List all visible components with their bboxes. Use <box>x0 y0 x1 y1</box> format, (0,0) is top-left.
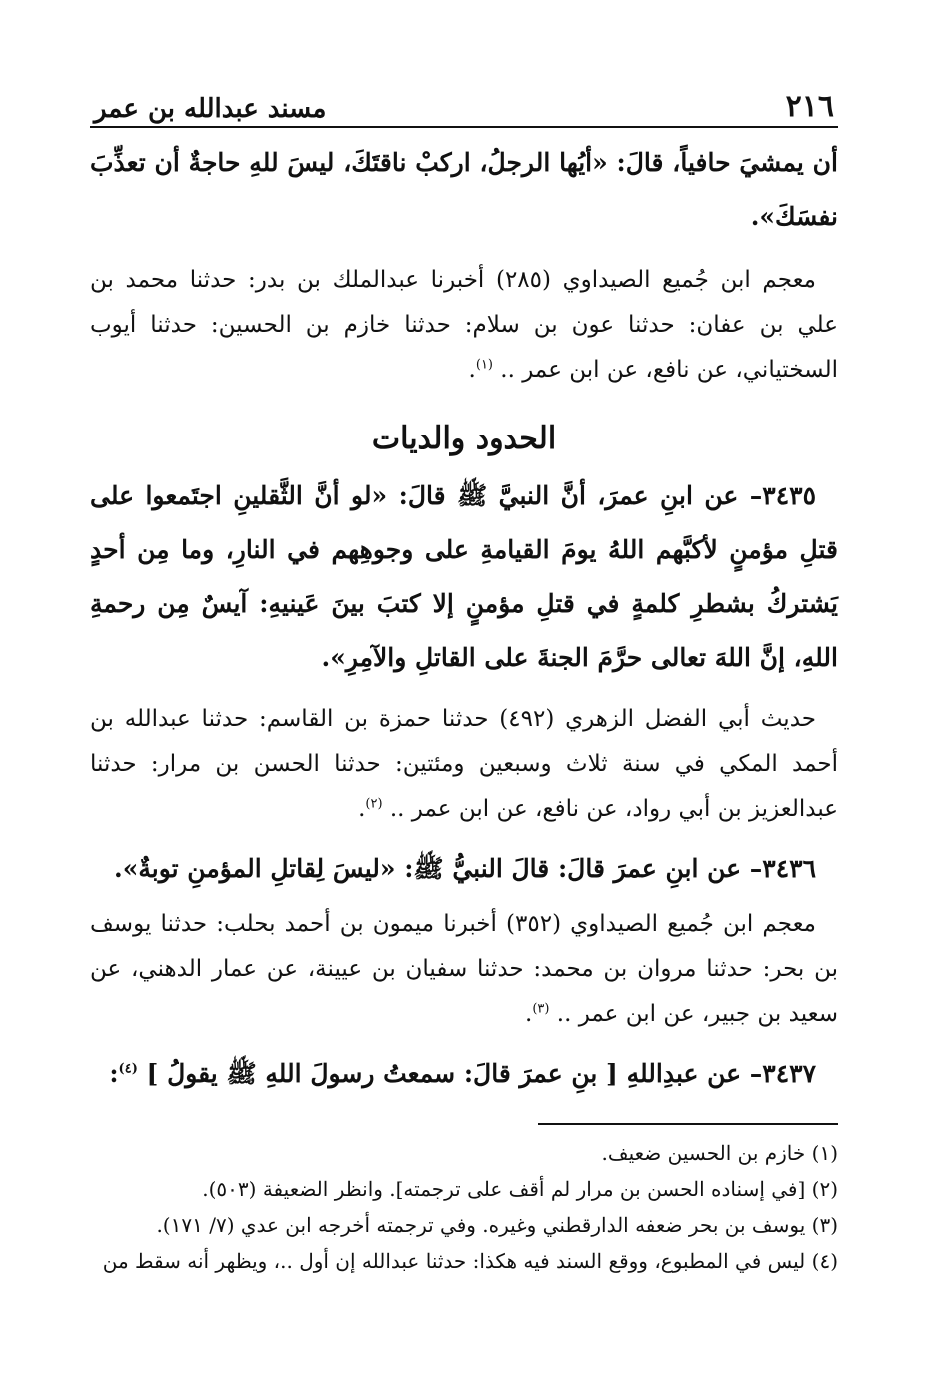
page-number: ٢١٦ <box>785 89 834 124</box>
source-note-492 <box>90 697 838 832</box>
footnote-3: (٣) يوسف بن بحر ضعفه الدارقطني وغيره. وفي ترجمته أخرجه ابن عدي (٧/ ١٧١). <box>156 1213 838 1237</box>
footnote-4: (٤) ليس في المطبوع، ووقع السند فيه هكذا: حدثنا عبدالله إن أول ..، ويظهر أنه سقط من <box>102 1249 838 1273</box>
book-page <box>90 78 838 1279</box>
footnotes <box>90 1135 838 1279</box>
footnote-2: (٢) [في إسناده الحسن بن مرار لم أقف على ترجمته]. وانظر الضعيفة (٥٠٣). <box>202 1177 838 1201</box>
running-title: مسند عبدالله بن عمر <box>94 94 327 124</box>
footnote-ref-3[interactable]: (٣) <box>532 1001 550 1017</box>
hadith-text: – عن عبدِاللهِ [ بنِ عمرَ قالَ: سمعتُ رسولَ اللهِ ﷺ يقولُ ] <box>137 1059 763 1088</box>
source-note-285 <box>90 258 838 393</box>
period: . <box>468 357 476 383</box>
source-text: معجم ابن جُميع الصيداوي (٣٥٢) أخبرنا ميمون بن أحمد بحلب: حدثنا يوسف بن بحر: حدثنا مروان بن محمد: حدثنا سفيان بن عيينة، عن عمار الدهني، عن سعيد بن جبير، عن ابن عمر .. <box>90 911 838 1027</box>
source-text: حديث أبي الفضل الزهري (٤٩٢) حدثنا حمزة بن القاسم: حدثنا عبدالله بن أحمد المكي في سنة ثلاث وسبعين ومئتين: حدثنا الحسن بن مرار: حدثنا عبدالعزيز بن أبي رواد، عن نافع، عن ابن عمر .. <box>90 706 838 822</box>
hadith-text: أن يمشيَ حافياً، قالَ: «أيُها الرجلُ، اركبْ ناقتَكَ، ليسَ للهِ حاجةٌ أن تعذِّبَ نفسَكَ». <box>90 148 838 231</box>
footnote-ref-4[interactable]: (٤) <box>118 1061 138 1077</box>
footnote-ref-2[interactable]: (٢) <box>365 796 383 812</box>
hadith-text: – عن ابنِ عمرَ، أنَّ النبيَّ ﷺ قالَ: «لو أنَّ الثَّقلينِ اجتَمعوا على قتلِ مؤمنٍ لأكبَّهم اللهُ يومَ القيامةِ على وجوهِهم في النارِ، وما مِن أحدٍ يَشتركُ بشطرِ كلمةٍ في قتلِ مؤمنٍ إلا كتبَ بينَ عَينيهِ: آيسٌ مِن رحمةِ اللهِ، إنَّ اللهَ تعالى حرَّمَ الجنةَ على القاتلِ والآمِرِ». <box>90 481 838 672</box>
hadith-continuation <box>90 136 838 244</box>
period: . <box>358 796 366 822</box>
source-text: معجم ابن جُميع الصيداوي (٢٨٥) أخبرنا عبدالملك بن بدر: حدثنا محمد بن علي بن عفان: حدثنا عون بن سلام: حدثنا خازم بن الحسين: حدثنا أيوب السختياني، عن نافع، عن ابن عمر .. <box>90 267 838 383</box>
hadith-number: ٣٤٣٦ <box>762 854 816 883</box>
hadith-3435 <box>90 469 838 685</box>
footnote-divider <box>538 1123 838 1125</box>
hadith-3436 <box>90 842 838 896</box>
hadith-number: ٣٤٣٥ <box>762 481 816 510</box>
hadith-number: ٣٤٣٧ <box>762 1059 816 1088</box>
hadith-text: – عن ابنِ عمرَ قالَ: قالَ النبيُّ ﷺ: «ليسَ لِقاتلِ المؤمنِ توبةٌ». <box>114 854 763 883</box>
colon: : <box>109 1059 119 1088</box>
section-title: الحدود والديات <box>371 421 557 456</box>
footnote-ref-1[interactable]: (١) <box>475 357 493 373</box>
period: . <box>525 1001 533 1027</box>
hadith-3437 <box>90 1047 838 1101</box>
page-header <box>90 78 838 128</box>
footnote-1: (١) خازم بن الحسين ضعيف. <box>601 1141 838 1165</box>
source-note-352 <box>90 902 838 1037</box>
